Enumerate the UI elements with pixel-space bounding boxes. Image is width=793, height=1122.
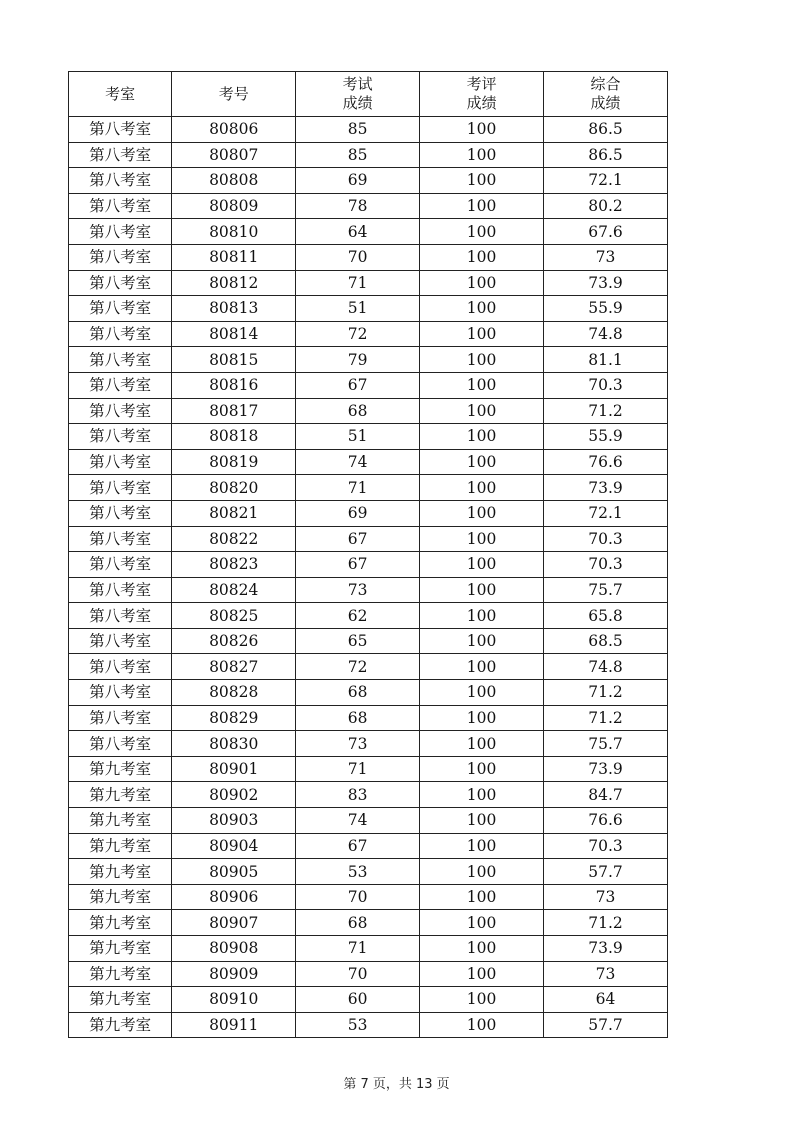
exam-number-cell: 80911: [172, 1012, 296, 1038]
evaluation-score-cell: 100: [420, 475, 544, 501]
evaluation-score-cell: 100: [420, 987, 544, 1013]
exam-number-cell: 80813: [172, 296, 296, 322]
composite-score-cell: 76.6: [544, 449, 668, 475]
evaluation-score-cell: 100: [420, 117, 544, 143]
exam-score-cell: 68: [296, 705, 420, 731]
composite-score-cell: 64: [544, 987, 668, 1013]
exam-number-cell: 80816: [172, 372, 296, 398]
header-label-line: 考室: [105, 84, 136, 103]
exam-score-cell: 68: [296, 910, 420, 936]
evaluation-score-cell: 100: [420, 321, 544, 347]
evaluation-score-cell: 100: [420, 193, 544, 219]
composite-score-cell: 73.9: [544, 475, 668, 501]
evaluation-score-cell: 100: [420, 577, 544, 603]
composite-score-cell: 86.5: [544, 117, 668, 143]
exam-room-cell: 第九考室: [69, 884, 172, 910]
exam-number-cell: 80907: [172, 910, 296, 936]
exam-score-cell: 78: [296, 193, 420, 219]
exam-score-cell: 73: [296, 731, 420, 757]
exam-room-cell: 第八考室: [69, 475, 172, 501]
exam-room-cell: 第八考室: [69, 603, 172, 629]
composite-score-cell: 71.2: [544, 705, 668, 731]
header-exam-room: [69, 72, 172, 117]
exam-room-cell: 第八考室: [69, 526, 172, 552]
exam-score-cell: 51: [296, 424, 420, 450]
composite-score-cell: 75.7: [544, 731, 668, 757]
composite-score-cell: 73: [544, 961, 668, 987]
table-row: [69, 552, 668, 578]
table-row: [69, 1012, 668, 1038]
table-row: [69, 961, 668, 987]
exam-number-cell: 80829: [172, 705, 296, 731]
table-row: [69, 193, 668, 219]
composite-score-cell: 57.7: [544, 859, 668, 885]
exam-number-cell: 80820: [172, 475, 296, 501]
composite-score-cell: 57.7: [544, 1012, 668, 1038]
exam-room-cell: 第八考室: [69, 168, 172, 194]
exam-score-cell: 67: [296, 526, 420, 552]
exam-room-cell: 第八考室: [69, 628, 172, 654]
header-label-line: 考号: [218, 84, 249, 103]
header-label-line: 成绩: [342, 94, 373, 112]
exam-score-cell: 67: [296, 552, 420, 578]
exam-score-cell: 74: [296, 449, 420, 475]
exam-number-cell: 80822: [172, 526, 296, 552]
evaluation-score-cell: 100: [420, 731, 544, 757]
score-table: [68, 71, 668, 1038]
exam-room-cell: 第八考室: [69, 296, 172, 322]
table-row: [69, 270, 668, 296]
table-row: [69, 398, 668, 424]
composite-score-cell: 65.8: [544, 603, 668, 629]
exam-score-cell: 67: [296, 833, 420, 859]
evaluation-score-cell: 100: [420, 500, 544, 526]
header-label-line: 成绩: [590, 94, 621, 112]
exam-number-cell: 80903: [172, 808, 296, 834]
evaluation-score-cell: 100: [420, 372, 544, 398]
table-row: [69, 833, 668, 859]
evaluation-score-cell: 100: [420, 884, 544, 910]
exam-score-cell: 51: [296, 296, 420, 322]
composite-score-cell: 67.6: [544, 219, 668, 245]
table-row: [69, 603, 668, 629]
evaluation-score-cell: 100: [420, 449, 544, 475]
composite-score-cell: 55.9: [544, 424, 668, 450]
table-row: [69, 731, 668, 757]
evaluation-score-cell: 100: [420, 833, 544, 859]
composite-score-cell: 73: [544, 884, 668, 910]
exam-room-cell: 第九考室: [69, 756, 172, 782]
exam-room-cell: 第八考室: [69, 500, 172, 526]
composite-score-cell: 81.1: [544, 347, 668, 373]
evaluation-score-cell: 100: [420, 654, 544, 680]
evaluation-score-cell: 100: [420, 782, 544, 808]
evaluation-score-cell: 100: [420, 142, 544, 168]
table-row: [69, 987, 668, 1013]
composite-score-cell: 71.2: [544, 910, 668, 936]
table-row: [69, 782, 668, 808]
table-row: [69, 654, 668, 680]
table-row: [69, 244, 668, 270]
exam-number-cell: 80902: [172, 782, 296, 808]
exam-score-cell: 72: [296, 321, 420, 347]
evaluation-score-cell: 100: [420, 424, 544, 450]
exam-number-cell: 80901: [172, 756, 296, 782]
exam-room-cell: 第九考室: [69, 961, 172, 987]
exam-score-cell: 68: [296, 680, 420, 706]
exam-number-cell: 80908: [172, 936, 296, 962]
composite-score-cell: 73.9: [544, 756, 668, 782]
composite-score-cell: 70.3: [544, 526, 668, 552]
evaluation-score-cell: 100: [420, 756, 544, 782]
composite-score-cell: 70.3: [544, 833, 668, 859]
exam-number-cell: 80811: [172, 244, 296, 270]
table-row: [69, 321, 668, 347]
table-row: [69, 449, 668, 475]
composite-score-cell: 72.1: [544, 168, 668, 194]
exam-number-cell: 80830: [172, 731, 296, 757]
exam-number-cell: 80812: [172, 270, 296, 296]
header-label-line: 考试: [342, 75, 373, 93]
exam-number-cell: 80905: [172, 859, 296, 885]
exam-score-cell: 71: [296, 756, 420, 782]
exam-number-cell: 80815: [172, 347, 296, 373]
composite-score-cell: 80.2: [544, 193, 668, 219]
table-row: [69, 680, 668, 706]
evaluation-score-cell: 100: [420, 705, 544, 731]
evaluation-score-cell: 100: [420, 219, 544, 245]
exam-score-cell: 85: [296, 117, 420, 143]
evaluation-score-cell: 100: [420, 168, 544, 194]
evaluation-score-cell: 100: [420, 526, 544, 552]
composite-score-cell: 68.5: [544, 628, 668, 654]
table-row: [69, 117, 668, 143]
table-row: [69, 526, 668, 552]
exam-score-cell: 69: [296, 500, 420, 526]
table-row: [69, 577, 668, 603]
evaluation-score-cell: 100: [420, 910, 544, 936]
table-row: [69, 756, 668, 782]
table-row: [69, 500, 668, 526]
exam-score-cell: 70: [296, 961, 420, 987]
evaluation-score-cell: 100: [420, 347, 544, 373]
page-footer: 第 7 页，共 13 页: [343, 1077, 450, 1092]
table-row: [69, 936, 668, 962]
exam-room-cell: 第八考室: [69, 372, 172, 398]
exam-room-cell: 第八考室: [69, 731, 172, 757]
table-row: [69, 347, 668, 373]
table-row: [69, 705, 668, 731]
exam-score-cell: 53: [296, 859, 420, 885]
exam-room-cell: 第八考室: [69, 321, 172, 347]
exam-room-cell: 第八考室: [69, 219, 172, 245]
exam-number-cell: 80823: [172, 552, 296, 578]
exam-score-cell: 71: [296, 270, 420, 296]
exam-room-cell: 第八考室: [69, 424, 172, 450]
exam-score-cell: 70: [296, 244, 420, 270]
header-label-line: 成绩: [466, 94, 497, 112]
exam-number-cell: 80806: [172, 117, 296, 143]
header-label-line: 考评: [466, 75, 497, 93]
exam-room-cell: 第八考室: [69, 398, 172, 424]
table-row: [69, 372, 668, 398]
table-row: [69, 884, 668, 910]
evaluation-score-cell: 100: [420, 680, 544, 706]
exam-room-cell: 第九考室: [69, 936, 172, 962]
evaluation-score-cell: 100: [420, 244, 544, 270]
exam-score-cell: 67: [296, 372, 420, 398]
evaluation-score-cell: 100: [420, 1012, 544, 1038]
header-composite-score: [544, 72, 668, 117]
exam-number-cell: 80909: [172, 961, 296, 987]
exam-room-cell: 第八考室: [69, 270, 172, 296]
composite-score-cell: 84.7: [544, 782, 668, 808]
exam-number-cell: 80817: [172, 398, 296, 424]
evaluation-score-cell: 100: [420, 961, 544, 987]
exam-room-cell: 第九考室: [69, 1012, 172, 1038]
evaluation-score-cell: 100: [420, 398, 544, 424]
exam-room-cell: 第八考室: [69, 449, 172, 475]
evaluation-score-cell: 100: [420, 270, 544, 296]
table-body: [69, 117, 668, 1038]
exam-room-cell: 第九考室: [69, 782, 172, 808]
exam-room-cell: 第八考室: [69, 577, 172, 603]
evaluation-score-cell: 100: [420, 808, 544, 834]
exam-score-cell: 74: [296, 808, 420, 834]
exam-room-cell: 第九考室: [69, 808, 172, 834]
exam-room-cell: 第九考室: [69, 833, 172, 859]
header-exam-score: [296, 72, 420, 117]
table-row: [69, 475, 668, 501]
exam-score-cell: 68: [296, 398, 420, 424]
exam-score-cell: 69: [296, 168, 420, 194]
exam-number-cell: 80826: [172, 628, 296, 654]
exam-score-cell: 79: [296, 347, 420, 373]
exam-room-cell: 第八考室: [69, 244, 172, 270]
composite-score-cell: 74.8: [544, 321, 668, 347]
table-row: [69, 910, 668, 936]
header-label-line: 综合: [590, 75, 621, 93]
composite-score-cell: 72.1: [544, 500, 668, 526]
exam-room-cell: 第八考室: [69, 680, 172, 706]
exam-room-cell: 第八考室: [69, 705, 172, 731]
exam-score-cell: 53: [296, 1012, 420, 1038]
exam-number-cell: 80825: [172, 603, 296, 629]
exam-score-cell: 72: [296, 654, 420, 680]
header-evaluation-score: [420, 72, 544, 117]
table-row: [69, 296, 668, 322]
exam-score-cell: 62: [296, 603, 420, 629]
exam-number-cell: 80828: [172, 680, 296, 706]
exam-score-cell: 85: [296, 142, 420, 168]
exam-score-cell: 83: [296, 782, 420, 808]
exam-number-cell: 80904: [172, 833, 296, 859]
exam-number-cell: 80807: [172, 142, 296, 168]
table-row: [69, 859, 668, 885]
composite-score-cell: 73.9: [544, 270, 668, 296]
exam-score-cell: 65: [296, 628, 420, 654]
exam-number-cell: 80810: [172, 219, 296, 245]
exam-number-cell: 80824: [172, 577, 296, 603]
exam-room-cell: 第八考室: [69, 142, 172, 168]
table-row: [69, 142, 668, 168]
exam-number-cell: 80818: [172, 424, 296, 450]
exam-score-cell: 73: [296, 577, 420, 603]
header-exam-number: [172, 72, 296, 117]
exam-number-cell: 80821: [172, 500, 296, 526]
exam-number-cell: 80808: [172, 168, 296, 194]
composite-score-cell: 73.9: [544, 936, 668, 962]
composite-score-cell: 55.9: [544, 296, 668, 322]
exam-room-cell: 第九考室: [69, 910, 172, 936]
table-header-row: [69, 72, 668, 117]
evaluation-score-cell: 100: [420, 936, 544, 962]
composite-score-cell: 76.6: [544, 808, 668, 834]
composite-score-cell: 71.2: [544, 398, 668, 424]
exam-number-cell: 80906: [172, 884, 296, 910]
exam-room-cell: 第八考室: [69, 654, 172, 680]
exam-room-cell: 第九考室: [69, 859, 172, 885]
composite-score-cell: 75.7: [544, 577, 668, 603]
composite-score-cell: 86.5: [544, 142, 668, 168]
exam-room-cell: 第八考室: [69, 193, 172, 219]
evaluation-score-cell: 100: [420, 296, 544, 322]
exam-number-cell: 80910: [172, 987, 296, 1013]
exam-room-cell: 第八考室: [69, 117, 172, 143]
table-row: [69, 168, 668, 194]
composite-score-cell: 73: [544, 244, 668, 270]
composite-score-cell: 70.3: [544, 372, 668, 398]
exam-score-cell: 70: [296, 884, 420, 910]
composite-score-cell: 74.8: [544, 654, 668, 680]
exam-score-cell: 71: [296, 936, 420, 962]
table-row: [69, 219, 668, 245]
table-row: [69, 424, 668, 450]
exam-number-cell: 80827: [172, 654, 296, 680]
composite-score-cell: 70.3: [544, 552, 668, 578]
evaluation-score-cell: 100: [420, 552, 544, 578]
exam-score-cell: 64: [296, 219, 420, 245]
exam-number-cell: 80809: [172, 193, 296, 219]
exam-number-cell: 80819: [172, 449, 296, 475]
table-row: [69, 808, 668, 834]
exam-room-cell: 第八考室: [69, 552, 172, 578]
evaluation-score-cell: 100: [420, 603, 544, 629]
table-row: [69, 628, 668, 654]
exam-room-cell: 第九考室: [69, 987, 172, 1013]
composite-score-cell: 71.2: [544, 680, 668, 706]
exam-score-cell: 71: [296, 475, 420, 501]
evaluation-score-cell: 100: [420, 859, 544, 885]
evaluation-score-cell: 100: [420, 628, 544, 654]
exam-number-cell: 80814: [172, 321, 296, 347]
exam-score-cell: 60: [296, 987, 420, 1013]
exam-room-cell: 第八考室: [69, 347, 172, 373]
